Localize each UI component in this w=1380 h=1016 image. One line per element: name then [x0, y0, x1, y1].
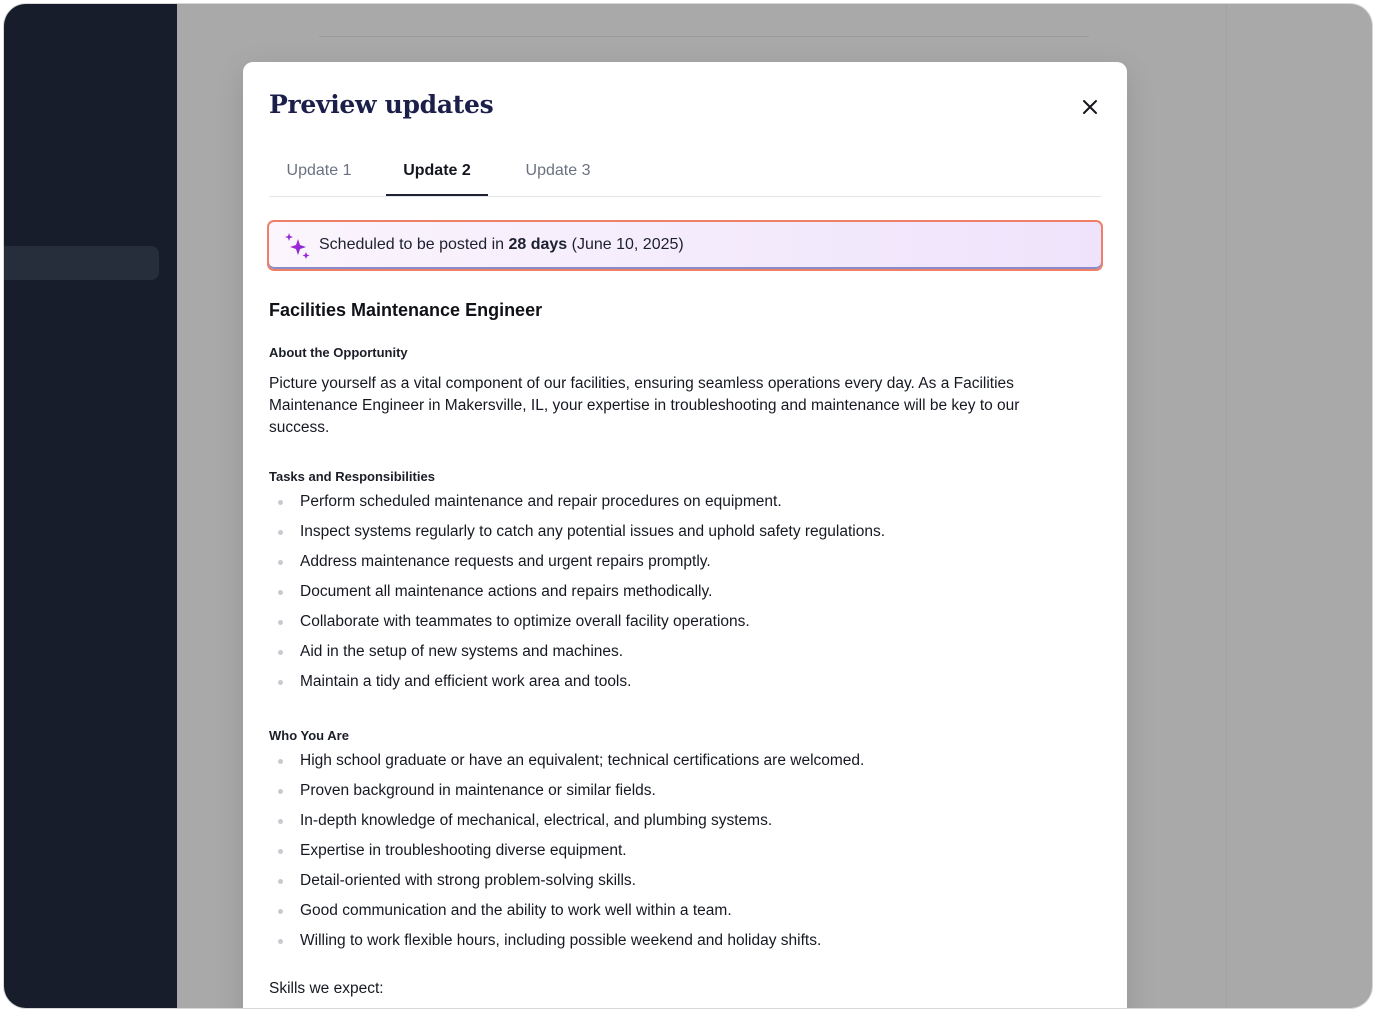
list-item [269, 637, 1079, 667]
tab-update-1[interactable]: Update 1 [286, 162, 352, 179]
bullet-icon [278, 680, 283, 685]
update-tabs [269, 148, 1101, 197]
schedule-text [319, 236, 684, 254]
job-description [269, 298, 1079, 997]
bullet-icon [278, 530, 283, 535]
list-item [269, 746, 1079, 776]
job-title: Facilities Maintenance Engineer [269, 300, 543, 320]
skills-heading: Skills we expect: [269, 980, 384, 997]
list-item-text: Proven background in maintenance or similar fields. [300, 782, 656, 799]
schedule-banner [267, 220, 1103, 271]
list-item-text: Aid in the setup of new systems and machines. [300, 643, 624, 660]
background-right-divider [1226, 4, 1227, 1008]
list-item-text: Good communication and the ability to work well within a team. [300, 902, 732, 919]
list-item-text: Expertise in troubleshooting diverse equipment. [300, 842, 627, 859]
list-item-text: High school graduate or have an equivalent; technical certifications are welcomed. [300, 752, 865, 769]
list-item [269, 806, 1079, 836]
bullet-icon [278, 789, 283, 794]
about-paragraph: Picture yourself as a vital component of our facilities, ensuring seamless operations every day. As a Facilities Maintenance Engineer in Makersville, IL, your expertise in troubleshooting and maintenance will be key to our success. [269, 375, 1020, 436]
bullet-icon [278, 590, 283, 595]
sidebar [4, 4, 177, 1008]
list-item-text: Detail-oriented with strong problem-solving skills. [300, 872, 636, 889]
tab-update-3[interactable]: Update 3 [525, 162, 591, 179]
list-item-text: Address maintenance requests and urgent repairs promptly. [300, 553, 711, 570]
bullet-icon [278, 879, 283, 884]
list-item [269, 487, 1079, 517]
list-item [269, 896, 1079, 926]
list-item [269, 836, 1079, 866]
section-heading-who: Who You Are [269, 728, 349, 743]
list-item-text: Inspect systems regularly to catch any potential issues and uphold safety regulations. [300, 523, 886, 540]
list-item-text: Maintain a tidy and efficient work area and tools. [300, 673, 632, 690]
sidebar-item-selected[interactable] [4, 246, 159, 280]
bullet-icon [278, 939, 283, 944]
list-item [269, 607, 1079, 637]
bullet-icon [278, 759, 283, 764]
bullet-icon [278, 849, 283, 854]
who-list [269, 746, 1079, 956]
list-item-text: Perform scheduled maintenance and repair procedures on equipment. [300, 493, 782, 510]
schedule-prefix: Scheduled to be posted in [319, 236, 509, 253]
schedule-days: 28 days [508, 236, 568, 253]
bullet-icon [278, 650, 283, 655]
app-window [4, 4, 1372, 1008]
bullet-icon [278, 909, 283, 914]
bullet-icon [278, 560, 283, 565]
preview-updates-modal [243, 62, 1127, 1008]
list-item [269, 866, 1079, 896]
list-item-text: In-depth knowledge of mechanical, electrical, and plumbing systems. [300, 812, 773, 829]
bullet-icon [278, 620, 283, 625]
section-heading-about: About the Opportunity [269, 345, 408, 360]
close-icon [1082, 99, 1098, 115]
list-item-text: Willing to work flexible hours, including possible weekend and holiday shifts. [300, 932, 822, 949]
list-item [269, 926, 1079, 956]
modal-title: Preview updates [269, 90, 494, 119]
list-item-text: Document all maintenance actions and repairs methodically. [300, 583, 713, 600]
sparkle-icon [283, 231, 311, 259]
close-button[interactable] [1079, 96, 1101, 118]
list-item [269, 776, 1079, 806]
list-item [269, 667, 1079, 697]
schedule-date: (June 10, 2025) [567, 236, 684, 253]
bullet-icon [278, 819, 283, 824]
background-divider [319, 36, 1089, 37]
section-heading-tasks: Tasks and Responsibilities [269, 469, 435, 484]
list-item [269, 547, 1079, 577]
tasks-list [269, 487, 1079, 697]
list-item-text: Collaborate with teammates to optimize overall facility operations. [300, 613, 750, 630]
tab-update-2[interactable]: Update 2 [386, 148, 488, 196]
bullet-icon [278, 500, 283, 505]
list-item [269, 517, 1079, 547]
list-item [269, 577, 1079, 607]
